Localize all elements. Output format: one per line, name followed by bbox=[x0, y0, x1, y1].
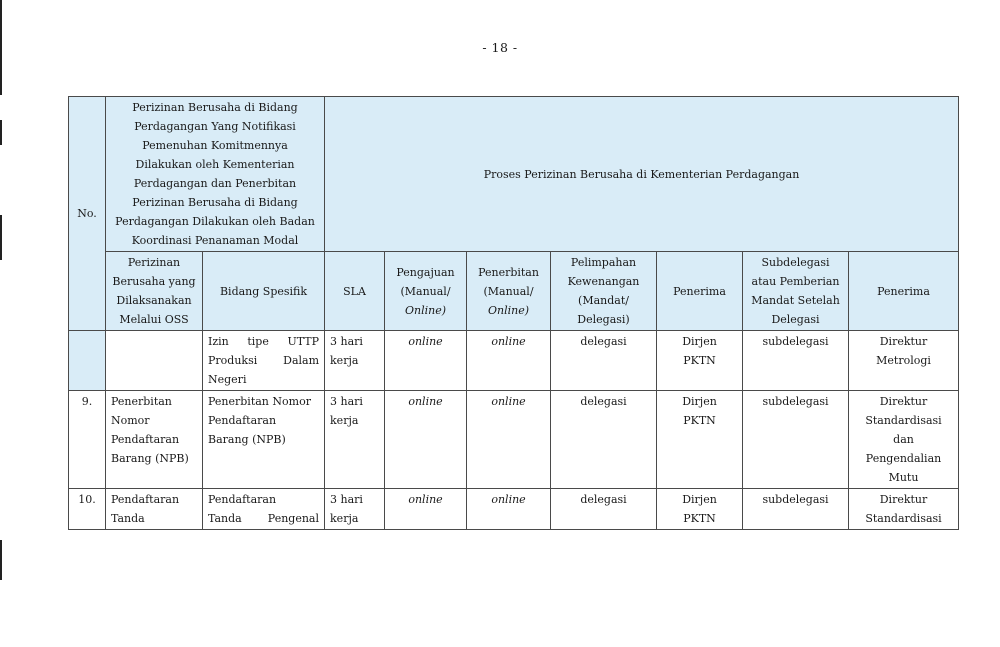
row-penerima-2-line: Direktur bbox=[879, 395, 928, 408]
row-sla-line: kerja bbox=[330, 512, 359, 525]
header-oss-line: Berusaha yang bbox=[112, 275, 196, 288]
header-subdelegasi bbox=[743, 252, 849, 331]
row-penerima-1 bbox=[657, 391, 743, 489]
header-process-title: Proses Perizinan Berusaha di Kementerian Perdagangan bbox=[325, 97, 959, 252]
row-penerima-2-line: Pengendalian bbox=[865, 452, 942, 465]
header-penerima-1: Penerima bbox=[657, 252, 743, 331]
header-permit-group-line: Perdagangan dan Penerbitan bbox=[133, 177, 297, 190]
row-sla bbox=[325, 331, 385, 391]
header-permit-group-line: Perizinan Berusaha di Bidang bbox=[132, 196, 298, 209]
header-penerbitan bbox=[467, 252, 551, 331]
header-permit-group-line: Koordinasi Penanaman Modal bbox=[131, 234, 299, 247]
header-bidang-spesifik: Bidang Spesifik bbox=[203, 252, 325, 331]
row-oss-permit bbox=[106, 331, 203, 391]
header-pelimpahan-line: Kewenangan bbox=[567, 275, 640, 288]
row-penerbitan: online bbox=[467, 331, 551, 391]
row-oss-permit bbox=[106, 489, 203, 530]
row-bidang-line: Penerbitan Nomor bbox=[208, 395, 311, 408]
header-permit-group-line: Perdagangan Dilakukan oleh Badan bbox=[115, 215, 315, 228]
header-subdelegasi-line: atau Pemberian bbox=[751, 275, 840, 288]
row-oss-permit bbox=[106, 391, 203, 489]
row-penerima-2 bbox=[849, 331, 959, 391]
header-oss-line: Perizinan bbox=[127, 256, 181, 269]
row-bidang-line: Tanda Pengenal bbox=[208, 512, 320, 525]
row-bidang-line: Barang (NPB) bbox=[208, 433, 286, 446]
row-oss-line: Barang (NPB) bbox=[111, 452, 189, 465]
header-row-sub bbox=[69, 252, 959, 331]
table-row bbox=[69, 391, 959, 489]
header-oss-line: Dilaksanakan bbox=[116, 294, 192, 307]
row-pelimpahan: delegasi bbox=[551, 331, 657, 391]
row-bidang-spesifik bbox=[203, 489, 325, 530]
row-penerima-2-line: Mutu bbox=[888, 471, 919, 484]
header-no: No. bbox=[69, 97, 106, 331]
row-penerima-1-line: Dirjen bbox=[682, 395, 717, 408]
row-penerima-2-line: Direktur bbox=[879, 335, 928, 348]
header-subdelegasi-line: Delegasi bbox=[771, 313, 820, 326]
row-pelimpahan: delegasi bbox=[551, 391, 657, 489]
row-penerbitan: online bbox=[467, 489, 551, 530]
row-penerbitan: online bbox=[467, 391, 551, 489]
row-bidang-spesifik bbox=[203, 391, 325, 489]
row-penerima-2-line: dan bbox=[893, 433, 914, 446]
row-penerima-1 bbox=[657, 331, 743, 391]
row-oss-line: Pendaftaran bbox=[111, 493, 180, 506]
header-permit-group bbox=[106, 97, 325, 252]
row-penerima-2-line: Direktur bbox=[879, 493, 928, 506]
row-sla bbox=[325, 489, 385, 530]
left-margin-mark bbox=[0, 540, 2, 580]
row-penerima-1-line: PKTN bbox=[683, 354, 716, 367]
row-subdelegasi: subdelegasi bbox=[743, 391, 849, 489]
row-penerima-1-line: PKTN bbox=[683, 414, 716, 427]
row-bidang-line: Negeri bbox=[208, 373, 247, 386]
row-bidang-line: Pendaftaran bbox=[208, 414, 277, 427]
row-sla bbox=[325, 391, 385, 489]
row-bidang-line: Pendaftaran bbox=[208, 493, 277, 506]
left-margin-mark bbox=[0, 215, 2, 260]
row-no bbox=[69, 331, 106, 391]
header-pelimpahan-line: (Mandat/ bbox=[578, 294, 629, 307]
row-subdelegasi: subdelegasi bbox=[743, 331, 849, 391]
header-pengajuan bbox=[385, 252, 467, 331]
header-oss bbox=[106, 252, 203, 331]
row-penerima-2 bbox=[849, 391, 959, 489]
left-margin-mark bbox=[0, 120, 2, 145]
header-subdelegasi-line: Mandat Setelah bbox=[751, 294, 840, 307]
row-penerima-2-line: Standardisasi bbox=[865, 414, 942, 427]
row-oss-line: Pendaftaran bbox=[111, 433, 180, 446]
header-penerbitan-line: (Manual/ bbox=[483, 284, 534, 298]
row-bidang-line: Izin tipe UTTP bbox=[208, 335, 320, 348]
row-oss-line: Nomor bbox=[111, 414, 150, 427]
header-pengajuan-line: Pengajuan bbox=[396, 265, 455, 279]
row-penerima-2-line: Standardisasi bbox=[865, 512, 942, 525]
header-pelimpahan-line: Pelimpahan bbox=[570, 256, 637, 269]
row-bidang-spesifik bbox=[203, 331, 325, 391]
row-no: 9. bbox=[69, 391, 106, 489]
row-penerima-1-line: Dirjen bbox=[682, 335, 717, 348]
header-oss-line: Melalui OSS bbox=[119, 313, 189, 326]
table-row bbox=[69, 331, 959, 391]
header-pengajuan-line: Online) bbox=[405, 303, 447, 317]
header-permit-group-line: Dilakukan oleh Kementerian bbox=[135, 158, 295, 171]
row-bidang-line: Produksi Dalam bbox=[208, 354, 320, 367]
row-subdelegasi: subdelegasi bbox=[743, 489, 849, 530]
row-penerima-2 bbox=[849, 489, 959, 530]
header-pengajuan-line: (Manual/ bbox=[400, 284, 451, 298]
row-oss-line: Tanda bbox=[111, 512, 145, 525]
row-sla-line: kerja bbox=[330, 414, 359, 427]
row-penerima-2-line: Metrologi bbox=[876, 354, 931, 367]
table-row bbox=[69, 489, 959, 530]
header-permit-group-line: Perdagangan Yang Notifikasi bbox=[134, 120, 296, 133]
header-penerbitan-line: Penerbitan bbox=[478, 265, 539, 279]
row-pelimpahan: delegasi bbox=[551, 489, 657, 530]
row-sla-line: 3 hari bbox=[330, 493, 363, 506]
row-sla-line: 3 hari bbox=[330, 395, 363, 408]
row-sla-line: 3 hari bbox=[330, 335, 363, 348]
header-permit-group-line: Perizinan Berusaha di Bidang bbox=[132, 101, 298, 114]
header-row-main bbox=[69, 97, 959, 252]
header-pelimpahan-line: Delegasi) bbox=[577, 313, 630, 326]
row-penerima-1-line: PKTN bbox=[683, 512, 716, 525]
row-penerima-1 bbox=[657, 489, 743, 530]
row-pengajuan: online bbox=[385, 489, 467, 530]
header-subdelegasi-line: Subdelegasi bbox=[761, 256, 830, 269]
row-oss-line: Penerbitan bbox=[111, 395, 172, 408]
row-no: 10. bbox=[69, 489, 106, 530]
row-pengajuan: online bbox=[385, 391, 467, 489]
row-sla-line: kerja bbox=[330, 354, 359, 367]
permit-process-table bbox=[68, 96, 959, 530]
header-sla: SLA bbox=[325, 252, 385, 331]
header-penerbitan-line: Online) bbox=[488, 303, 530, 317]
header-permit-group-line: Pemenuhan Komitmennya bbox=[142, 139, 288, 152]
row-pengajuan: online bbox=[385, 331, 467, 391]
header-penerima-2: Penerima bbox=[849, 252, 959, 331]
header-pelimpahan bbox=[551, 252, 657, 331]
row-penerima-1-line: Dirjen bbox=[682, 493, 717, 506]
page-number: - 18 - bbox=[482, 40, 518, 55]
